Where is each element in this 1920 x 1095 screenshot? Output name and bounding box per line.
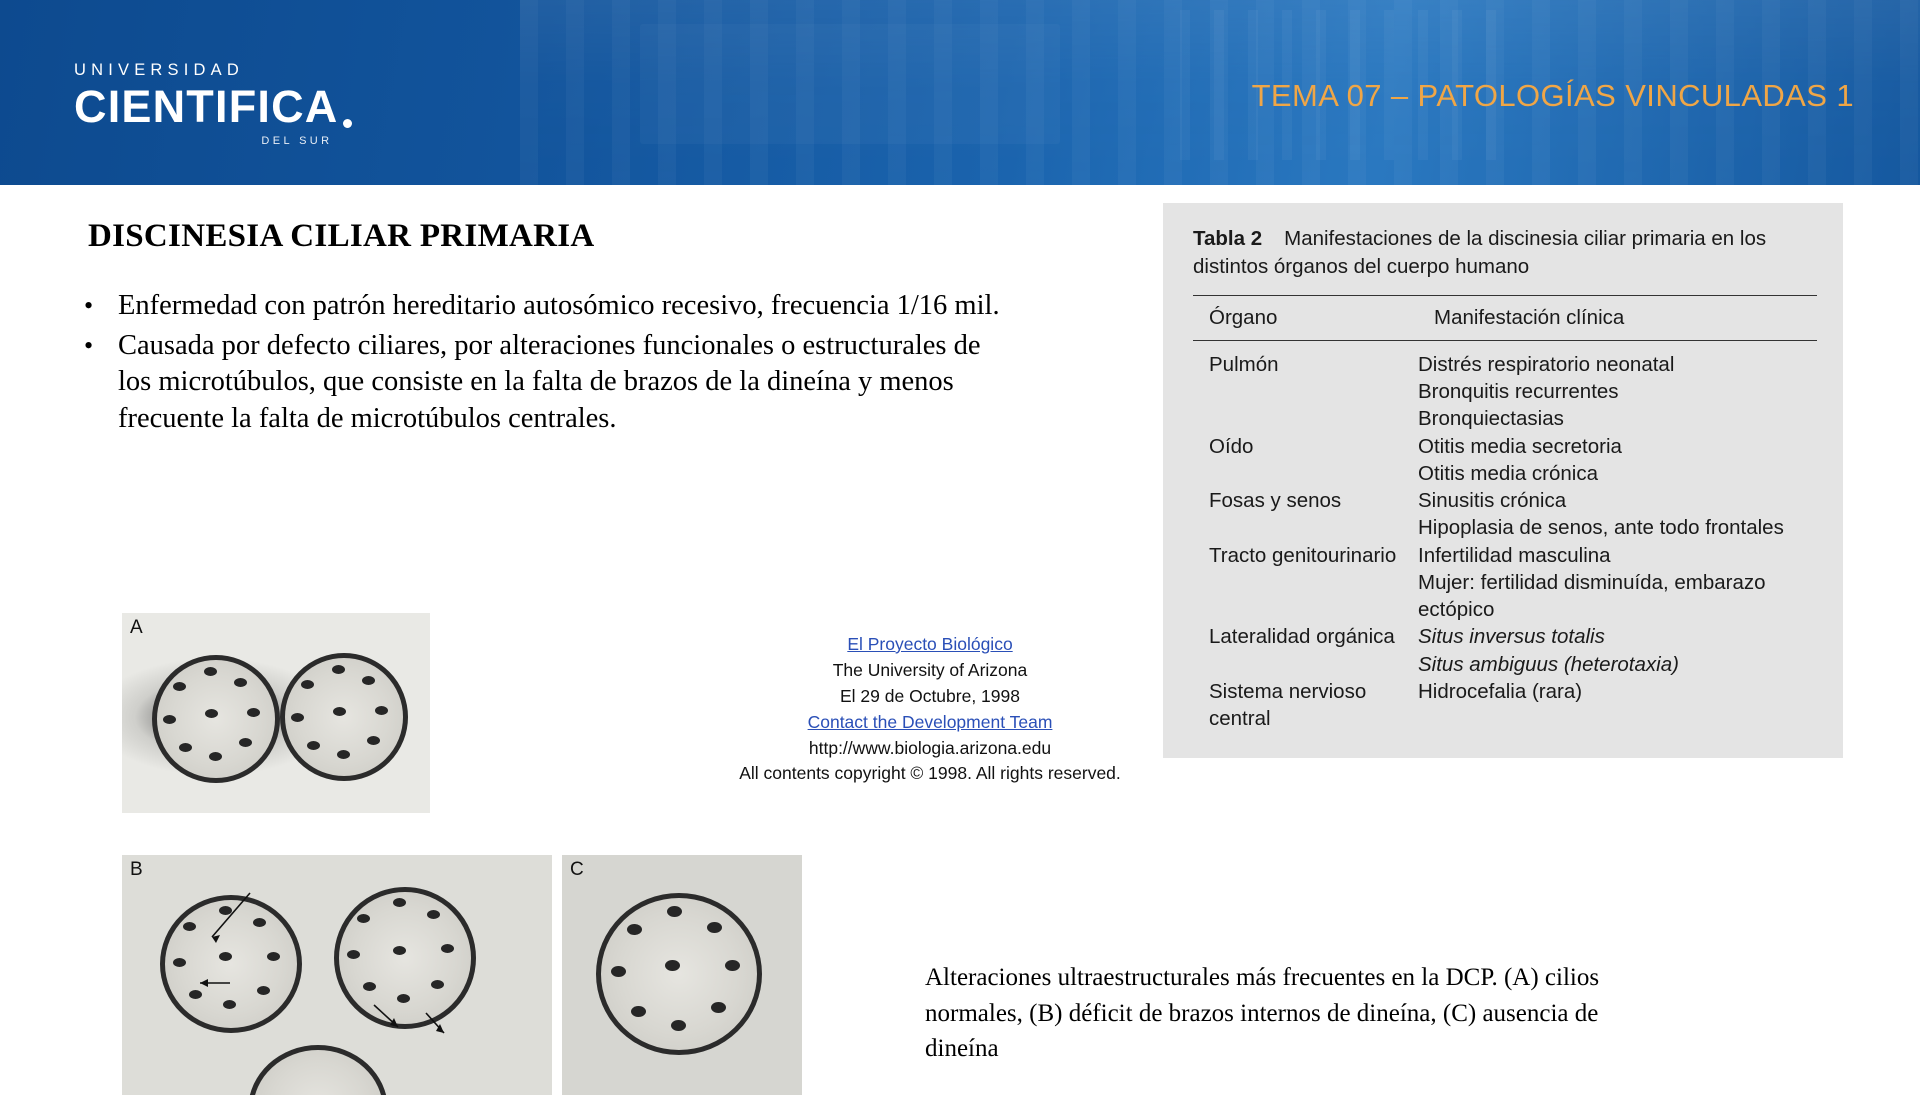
panel-letter-c: C [570,859,584,880]
manifestation-item: Hidrocefalia (rara) [1418,679,1583,703]
bullet-dot-icon: • [84,291,94,320]
table-cell-manifestations [1418,623,1817,678]
credit-link-contact[interactable] [670,710,1190,736]
table-cell-organ: Oído [1209,434,1254,458]
manifestation-item: Situs inversus totalis [1418,625,1605,649]
image-credit-block [670,632,1190,787]
slide-topic-title: TEMA 07 – PATOLOGÍAS VINCULADAS 1 [1251,78,1854,113]
table-cell-manifestations [1418,678,1817,733]
table-row [1193,433,1817,488]
list-item [84,328,1014,437]
table-caption-text: Manifestaciones de la discinesia ciliar primaria en los distintos órganos del cuerpo humano [1193,227,1767,278]
university-logo [74,62,339,147]
manifestation-item: Bronquiectasias [1418,407,1564,431]
table-body [1193,341,1817,733]
list-item [84,288,1014,324]
logo-top-text: UNIVERSIDAD [74,61,244,79]
logo-main-text [74,80,339,132]
logo-wordmark: CIENTIFICA [74,80,339,132]
panel-letter-b: B [130,859,143,880]
table-cell-manifestations [1418,542,1817,624]
micrograph-panel-b [122,855,552,1095]
manifestation-item: Mujer: fertilidad disminuída, embarazo ectópico [1418,570,1766,621]
manifestation-item: Otitis media secretoria [1418,434,1622,458]
table-caption [1193,225,1817,281]
manifestation-item: Situs ambiguus (heterotaxia) [1418,652,1679,676]
logo-sub-text: DEL SUR [261,134,333,147]
credit-link-project-anchor[interactable]: El Proyecto Biológico [847,634,1013,654]
table-cell-manifestations [1418,433,1817,488]
table-cell-manifestations [1418,487,1817,542]
credit-line-university: The University of Arizona [832,659,1028,680]
bullet-text: Causada por defecto ciliares, por alteraciones funcionales o estructurales de los microtúbulos, que consiste en la falta de brazos de la dineína y menos frecuente la falta de microtúbulos centrales. [118,330,981,434]
micrograph-panel-a [122,613,430,813]
cilium-cross-section [596,893,762,1055]
bullet-text: Enfermedad con patrón hereditario autosómico recesivo, frecuencia 1/16 mil. [118,290,1000,321]
table-row [1193,678,1817,733]
table-cell-organ: Tracto genitourinario [1209,543,1397,567]
table-cell-manifestations [1418,351,1817,433]
table-cell-organ: Lateralidad orgánica [1209,625,1395,649]
manifestation-item: Otitis media crónica [1418,461,1599,485]
cilium-cross-section [152,655,280,783]
table-header-organ: Órgano [1209,305,1278,329]
cilium-cross-section [280,653,408,781]
manifestation-item: Bronquitis recurrentes [1418,380,1619,403]
table-header-manifestation: Manifestación clínica [1434,305,1625,329]
logo-dot-icon [343,119,352,128]
credit-link-contact-anchor[interactable]: Contact the Development Team [807,711,1053,732]
manifestation-item: Infertilidad masculina [1418,543,1611,567]
table-row [1193,542,1817,624]
slide-header-banner [0,0,1920,185]
page-title: DISCINESIA CILIAR PRIMARIA [88,218,595,254]
manifestation-item: Sinusitis crónica [1418,489,1567,512]
bullet-dot-icon: • [84,331,94,361]
credit-line-url: http://www.biologia.arizona.edu [808,737,1052,758]
manifestation-item: Hipoplasia de senos, ante todo frontales [1418,516,1784,540]
table-cell-organ: Fosas y senos [1209,489,1342,512]
table-cell-organ: Pulmón [1209,352,1279,376]
annotation-arrows [122,855,552,1095]
credit-line-copyright: All contents copyright © 1998. All rights reserved. [739,763,1121,784]
panel-letter-a: A [130,617,143,638]
table-row [1193,351,1817,433]
table-label: Tabla 2 [1193,227,1263,250]
bullet-list [84,288,1014,441]
table-header-row [1193,295,1817,341]
manifestation-item: Distrés respiratorio neonatal [1418,352,1675,376]
table-row [1193,623,1817,678]
table-card [1163,203,1843,758]
figure-caption: Alteraciones ultraestructurales más frecuentes en la DCP. (A) cilios normales, (B) déficit de brazos internos de dineína, (C) ausencia de dineína [925,964,1600,1062]
micrograph-panel-c [562,855,802,1095]
credit-link-project[interactable] [670,632,1190,658]
table-cell-organ: Sistema nervioso central [1209,679,1367,730]
table-row [1193,487,1817,542]
credit-line-date: El 29 de Octubre, 1998 [840,685,1020,706]
